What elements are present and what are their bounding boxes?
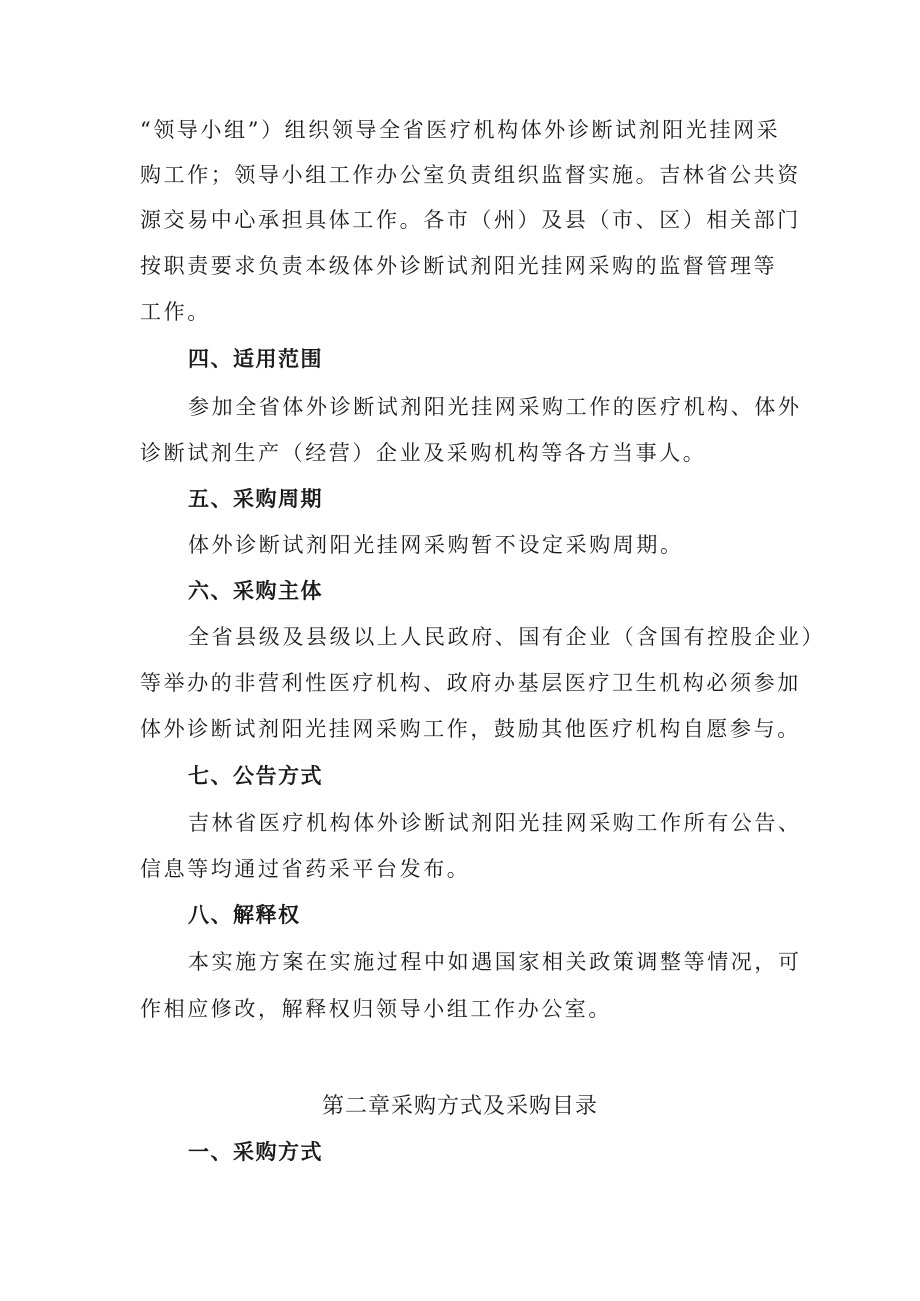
paragraph-line: 工作。 [140, 300, 211, 324]
section-heading-procurement-method: 一、采购方式 [188, 1140, 323, 1164]
chapter-title: 第二章采购方式及采购目录 [321, 1094, 598, 1119]
paragraph-line: 体外诊断试剂阳光挂网采购工作，鼓励其他医疗机构自愿参与。 [140, 717, 801, 741]
section-heading-interpretation: 八、解释权 [188, 903, 301, 927]
section-heading-scope: 四、适用范围 [188, 347, 323, 371]
paragraph-line: 诊断试剂生产（经营）企业及采购机构等各方当事人。 [140, 441, 707, 465]
paragraph-line: 购工作；领导小组工作办公室负责组织监督实施。吉林省公共资 [140, 163, 801, 187]
paragraph-line: 全省县级及县级以上人民政府、国有企业（含国有控股企业） [188, 625, 826, 649]
paragraph-line: 吉林省医疗机构体外诊断试剂阳光挂网采购工作所有公告、 [188, 811, 802, 835]
paragraph-line: 体外诊断试剂阳光挂网采购暂不设定采购周期。 [188, 533, 684, 557]
paragraph-line: 等举办的非营利性医疗机构、政府办基层医疗卫生机构必须参加 [140, 671, 801, 695]
paragraph-line: 信息等均通过省药采平台发布。 [140, 857, 471, 881]
section-heading-subject: 六、采购主体 [188, 579, 323, 603]
paragraph-line: 按职责要求负责本级体外诊断试剂阳光挂网采购的监督管理等 [140, 254, 778, 278]
paragraph-line: 作相应修改，解释权归领导小组工作办公室。 [140, 997, 612, 1021]
paragraph-line: 本实施方案在实施过程中如遇国家相关政策调整等情况，可 [188, 950, 802, 974]
paragraph-line: “领导小组”）组织领导全省医疗机构体外诊断试剂阳光挂网采 [140, 118, 781, 142]
paragraph-line: 参加全省体外诊断试剂阳光挂网采购工作的医疗机构、体外 [188, 395, 802, 419]
section-heading-announcement: 七、公告方式 [188, 764, 323, 788]
section-heading-period: 五、采购周期 [188, 487, 323, 511]
paragraph-line: 源交易中心承担具体工作。各市（州）及县（市、区）相关部门 [140, 208, 801, 232]
